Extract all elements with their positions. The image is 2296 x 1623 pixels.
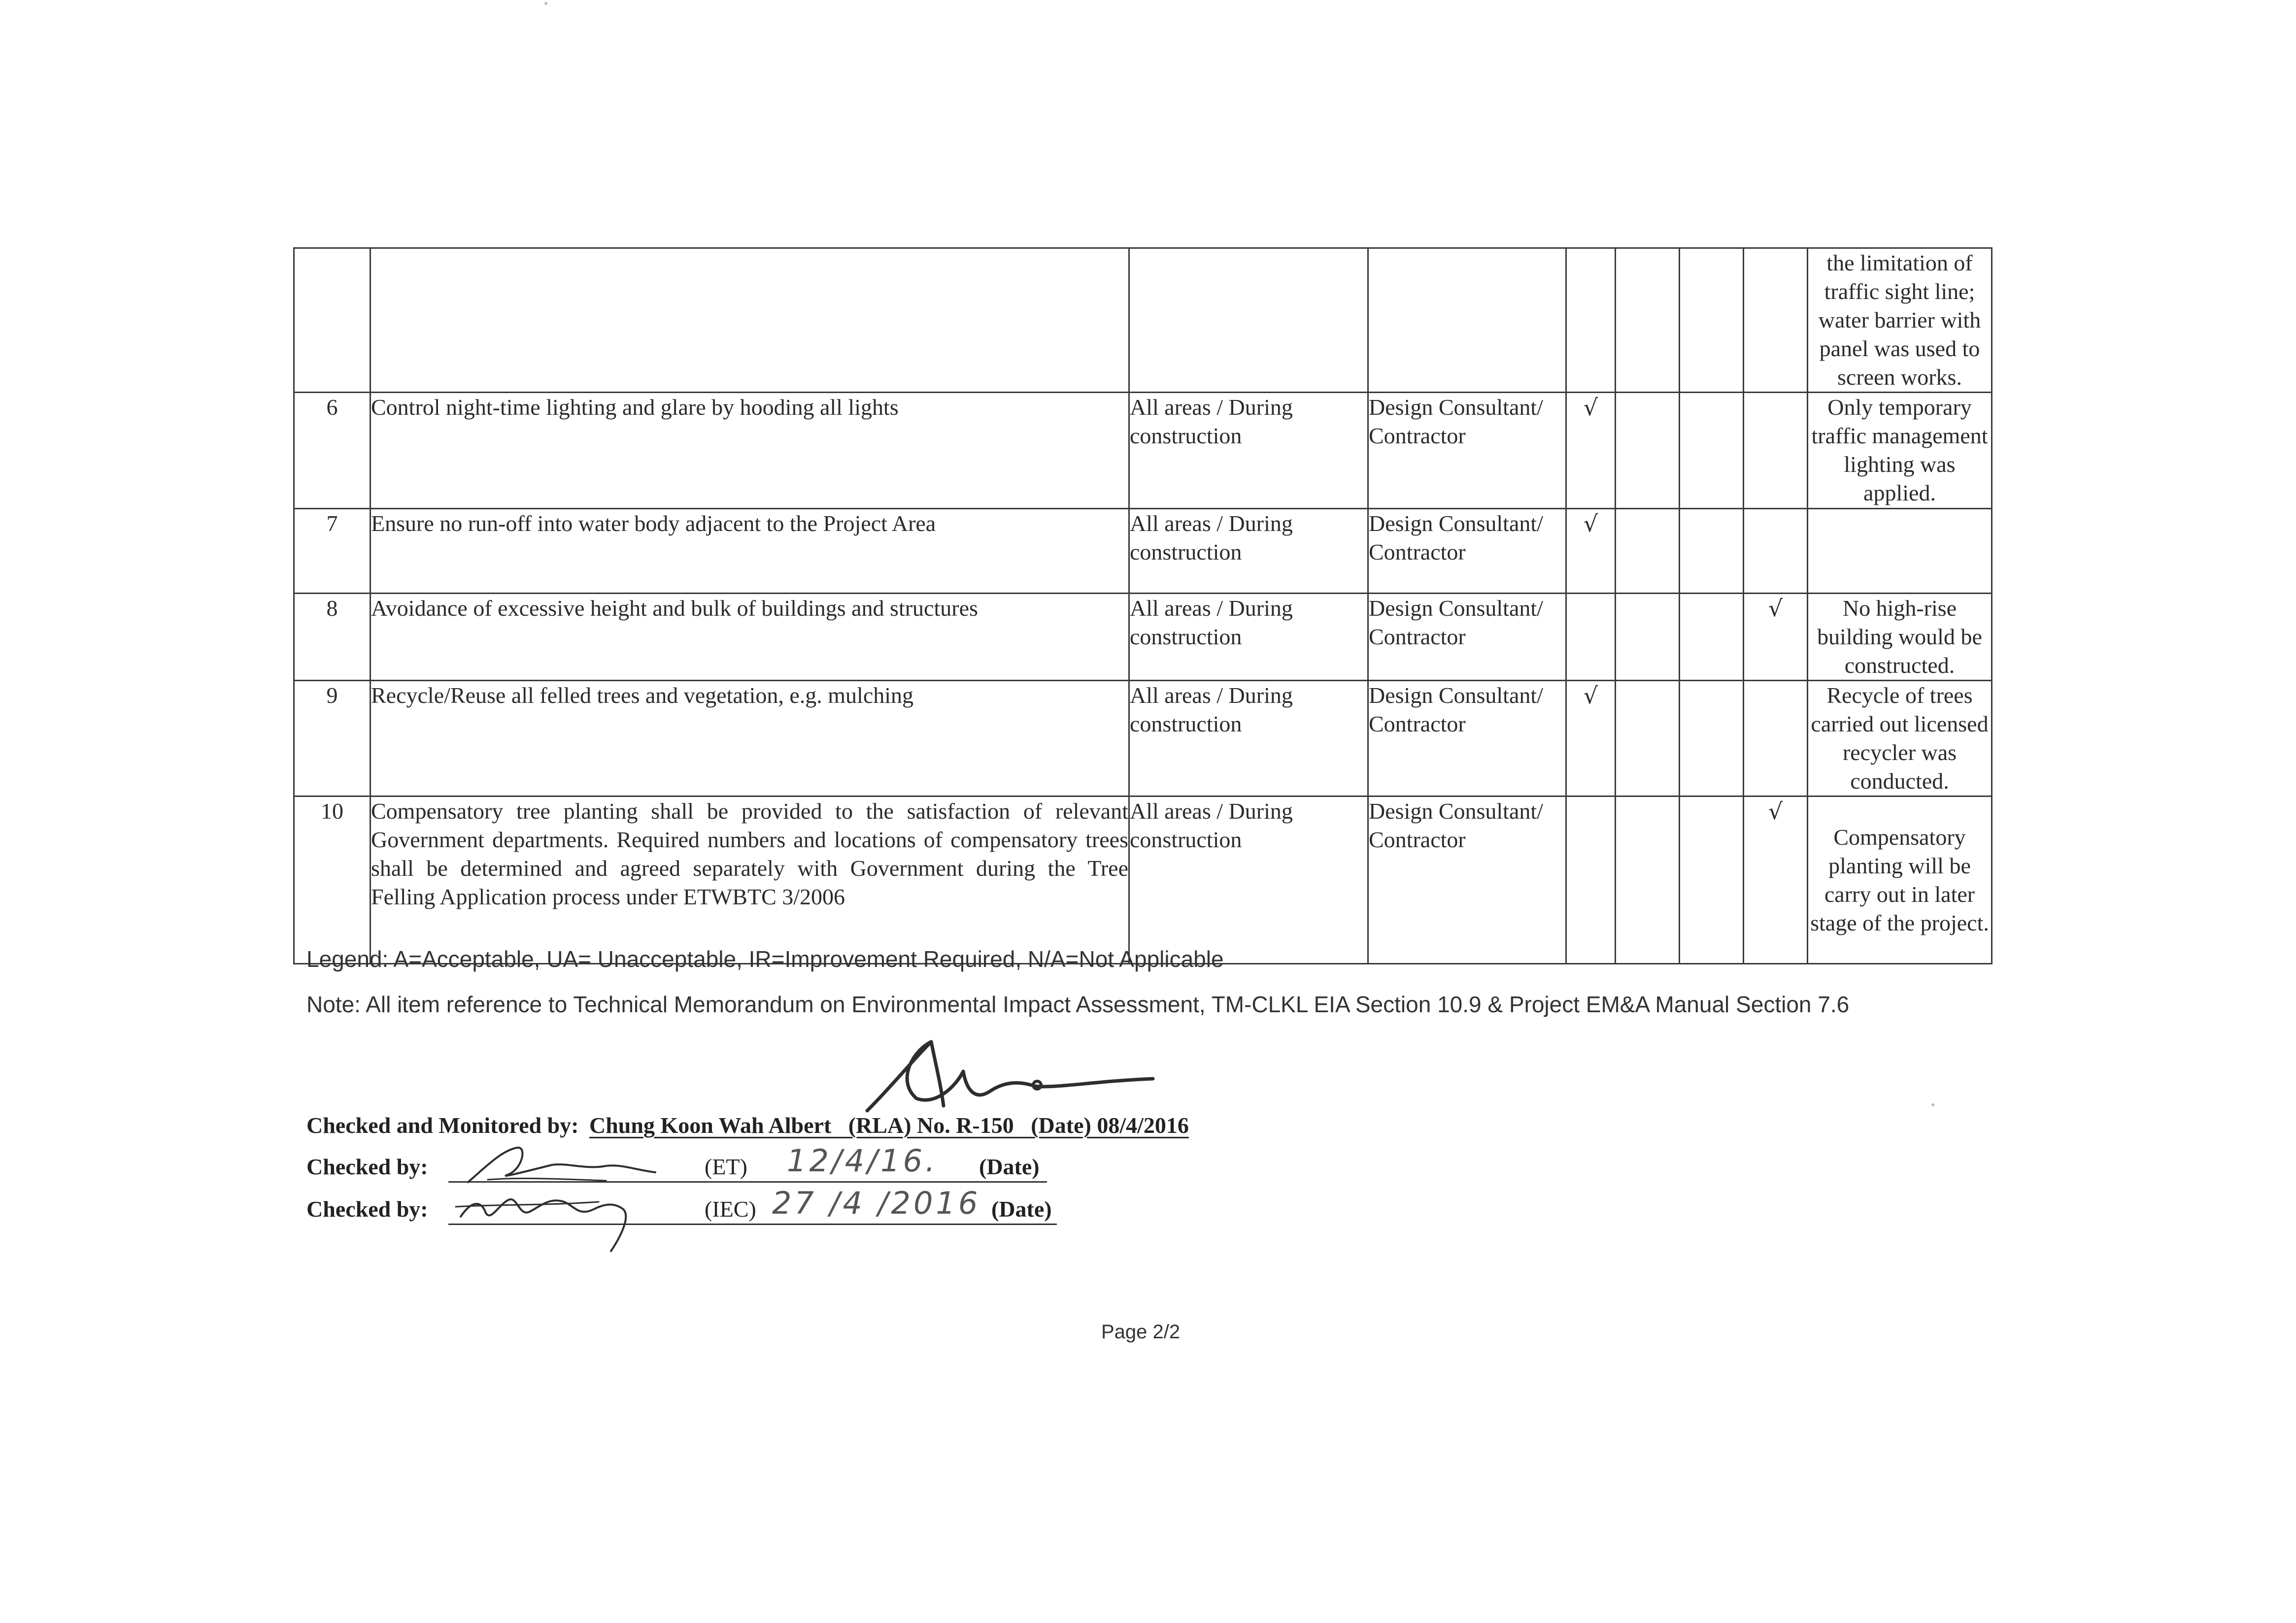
- remark: No high-rise building would be constructed.: [1808, 594, 1992, 681]
- location-timing: All areas / During construction: [1129, 393, 1368, 509]
- mitigation-checklist-table: [293, 247, 1992, 964]
- mitigation-measure: Compensatory tree planting shall be provided to the satisfaction of relevant Government departments. Required numbers and locations of compensatory trees shall be determined and agreed separately with Government during the Tree Felling Application process under ETWBTC 3/2006: [371, 796, 1129, 964]
- iec-handwritten-date: 27 /4 /2016: [772, 1185, 981, 1221]
- item-number: [294, 248, 371, 393]
- status-a-cell: √: [1566, 681, 1616, 796]
- item-number: 7: [294, 509, 371, 594]
- location-timing: [1129, 248, 1368, 393]
- iec-label: Checked by:: [306, 1196, 428, 1222]
- status-ir-cell: [1680, 509, 1744, 594]
- status-ir-cell: [1680, 681, 1744, 796]
- status-a-cell: [1566, 248, 1616, 393]
- rla-signature: [857, 1032, 1173, 1121]
- status-a-cell: [1566, 796, 1616, 964]
- remark: the limitation of traffic sight line; water barrier with panel was used to screen works.: [1808, 248, 1992, 393]
- mitigation-measure: Ensure no run-off into water body adjacent to the Project Area: [371, 509, 1129, 594]
- item-number: 6: [294, 393, 371, 509]
- table-row: [294, 393, 1992, 509]
- item-number: 8: [294, 594, 371, 681]
- implementation-agent: Design Consultant/ Contractor: [1368, 681, 1566, 796]
- scan-speck: [1931, 1103, 1934, 1106]
- status-ir-cell: [1680, 594, 1744, 681]
- status-ua-cell: [1616, 594, 1680, 681]
- mitigation-measure: Recycle/Reuse all felled trees and vegetation, e.g. mulching: [371, 681, 1129, 796]
- table-row: [294, 248, 1992, 393]
- status-a-cell: √: [1566, 509, 1616, 594]
- iec-date-label: (Date): [991, 1196, 1052, 1222]
- table-row: [294, 509, 1992, 594]
- table-row: [294, 594, 1992, 681]
- legend-text: Legend: A=Acceptable, UA= Unacceptable, IR=Improvement Required, N/A=Not Applicable: [306, 946, 1224, 972]
- status-na-cell: [1744, 509, 1808, 594]
- et-check-line: [306, 1143, 1040, 1180]
- et-role: (ET): [705, 1154, 747, 1179]
- location-timing: All areas / During construction: [1129, 509, 1368, 594]
- status-ir-cell: [1680, 248, 1744, 393]
- monitored-by-line: [306, 1112, 1189, 1138]
- status-ir-cell: [1680, 393, 1744, 509]
- iec-signature: [451, 1182, 668, 1256]
- et-date-label: (Date): [979, 1154, 1040, 1179]
- implementation-agent: Design Consultant/ Contractor: [1368, 393, 1566, 509]
- location-timing: All areas / During construction: [1129, 796, 1368, 964]
- status-ua-cell: [1616, 393, 1680, 509]
- iec-check-line: [306, 1185, 1052, 1222]
- et-signature: [458, 1135, 665, 1190]
- remark: Compensatory planting will be carry out in later stage of the project.: [1808, 796, 1992, 964]
- status-ua-cell: [1616, 796, 1680, 964]
- status-ua-cell: [1616, 509, 1680, 594]
- implementation-agent: Design Consultant/ Contractor: [1368, 796, 1566, 964]
- status-na-cell: √: [1744, 594, 1808, 681]
- iec-role: (IEC): [705, 1196, 756, 1222]
- location-timing: All areas / During construction: [1129, 594, 1368, 681]
- implementation-agent: Design Consultant/ Contractor: [1368, 509, 1566, 594]
- status-na-cell: √: [1744, 796, 1808, 964]
- status-na-cell: [1744, 393, 1808, 509]
- mitigation-measure: Control night-time lighting and glare by hooding all lights: [371, 393, 1129, 509]
- implementation-agent: [1368, 248, 1566, 393]
- location-timing: All areas / During construction: [1129, 681, 1368, 796]
- item-number: 10: [294, 796, 371, 964]
- monitored-by-label: Checked and Monitored by:: [306, 1113, 579, 1138]
- mitigation-measure: Avoidance of excessive height and bulk of buildings and structures: [371, 594, 1129, 681]
- status-a-cell: √: [1566, 393, 1616, 509]
- table-row: [294, 796, 1992, 964]
- status-ua-cell: [1616, 681, 1680, 796]
- status-ua-cell: [1616, 248, 1680, 393]
- status-na-cell: [1744, 681, 1808, 796]
- et-label: Checked by:: [306, 1154, 428, 1179]
- status-na-cell: [1744, 248, 1808, 393]
- status-a-cell: [1566, 594, 1616, 681]
- scan-speck: [544, 2, 547, 5]
- monitored-by-value: Chung Koon Wah Albert (RLA) No. R-150 (Date) 08/4/2016: [589, 1113, 1189, 1138]
- page-number: Page 2/2: [1101, 1321, 1181, 1343]
- item-number: 9: [294, 681, 371, 796]
- remark: Only temporary traffic management lighting was applied.: [1808, 393, 1992, 509]
- table-row: [294, 681, 1992, 796]
- mitigation-measure: [371, 248, 1129, 393]
- remark: Recycle of trees carried out licensed recycler was conducted.: [1808, 681, 1992, 796]
- et-handwritten-date: 12/4/16.: [787, 1143, 938, 1179]
- remark: [1808, 509, 1992, 594]
- implementation-agent: Design Consultant/ Contractor: [1368, 594, 1566, 681]
- note-text: Note: All item reference to Technical Memorandum on Environmental Impact Assessment, TM-CLKL EIA Section 10.9 & Project EM&A Manual Section 7.6: [306, 992, 1850, 1017]
- status-ir-cell: [1680, 796, 1744, 964]
